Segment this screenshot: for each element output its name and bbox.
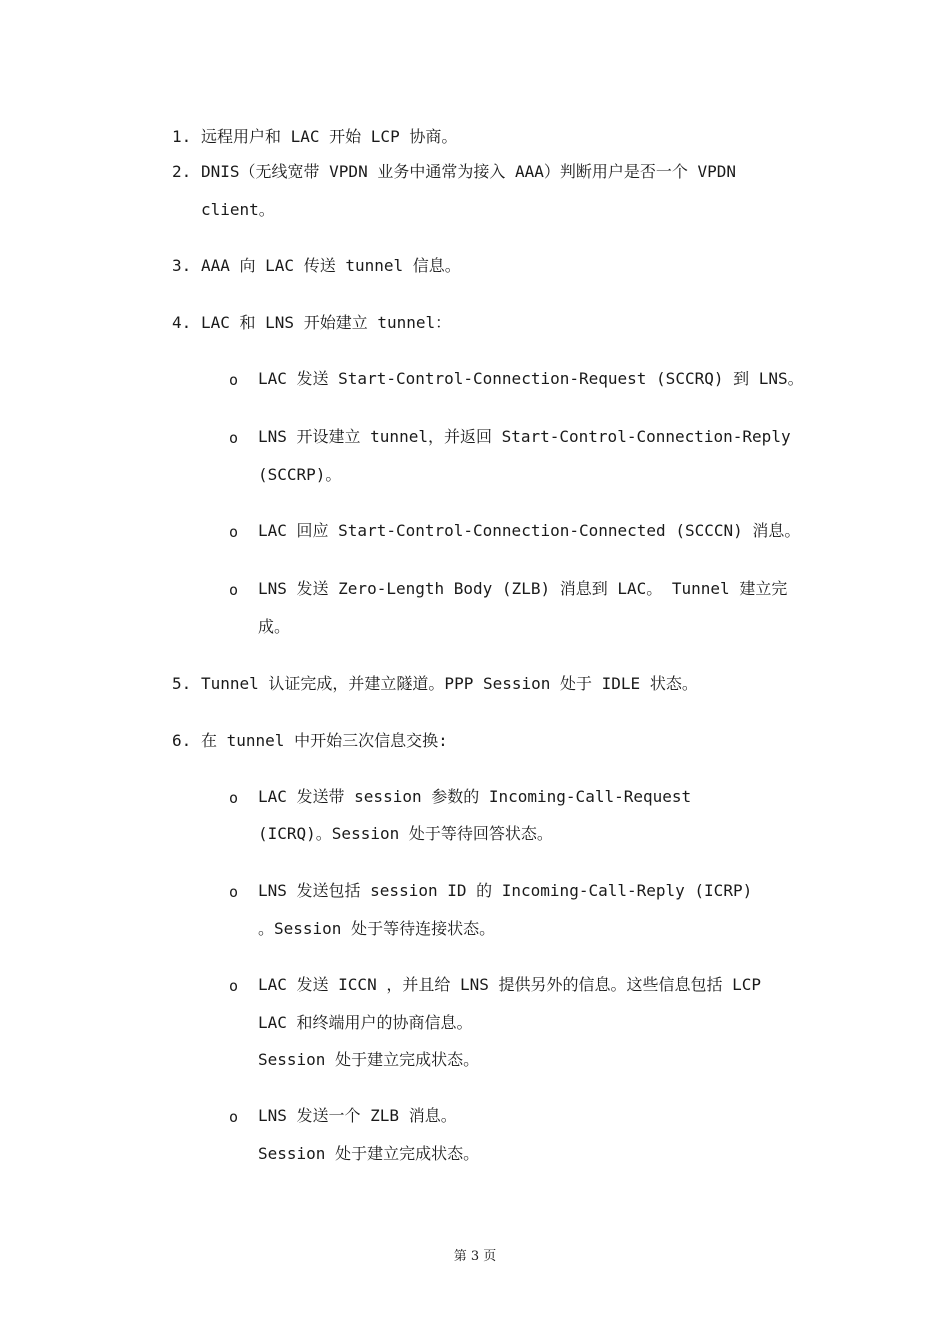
sub-item-text: 成。 bbox=[258, 617, 291, 636]
bullet-marker: o bbox=[229, 523, 239, 541]
sub-item-text: (SCCRP)。 bbox=[258, 465, 342, 484]
list-number: 1. bbox=[172, 127, 192, 146]
list-number: 2. bbox=[172, 162, 192, 181]
list-number: 3. bbox=[172, 256, 192, 275]
sub-item-text: LNS 发送一个 ZLB 消息。 bbox=[258, 1106, 457, 1125]
list-item-text: LAC 和 LNS 开始建立 tunnel： bbox=[201, 313, 452, 332]
sub-item-text: 。Session 处于等待连接状态。 bbox=[258, 919, 496, 938]
sub-item-text: Session 处于建立完成状态。 bbox=[258, 1144, 480, 1163]
sub-item-text: LNS 发送包括 session ID 的 Incoming-Call-Reply (ICRP) bbox=[258, 881, 753, 900]
bullet-marker: o bbox=[229, 371, 239, 389]
sub-item-text: (ICRQ)。Session 处于等待回答状态。 bbox=[258, 824, 553, 843]
list-number: 6. bbox=[172, 731, 192, 750]
sub-item-text: LAC 和终端用户的协商信息。 bbox=[258, 1013, 473, 1032]
bullet-marker: o bbox=[229, 429, 239, 447]
list-number: 4. bbox=[172, 313, 192, 332]
list-item-text: 远程用户和 LAC 开始 LCP 协商。 bbox=[201, 127, 458, 146]
sub-item-text: LAC 回应 Start-Control-Connection-Connected (SCCCN) 消息。 bbox=[258, 521, 801, 540]
bullet-marker: o bbox=[229, 581, 239, 599]
list-item-text: 在 tunnel 中开始三次信息交换: bbox=[201, 731, 448, 750]
sub-item-text: LAC 发送 Start-Control-Connection-Request (SCCRQ) 到 LNS。 bbox=[258, 369, 804, 388]
list-item-text: client。 bbox=[201, 200, 275, 219]
list-item-text: Tunnel 认证完成，并建立隧道。PPP Session 处于 IDLE 状态。 bbox=[201, 674, 698, 693]
sub-item-text: LNS 开设建立 tunnel，并返回 Start-Control-Connection-Reply bbox=[258, 427, 791, 446]
sub-item-text: LAC 发送 ICCN ，并且给 LNS 提供另外的信息。这些信息包括 LCP bbox=[258, 975, 762, 994]
list-number: 5. bbox=[172, 674, 192, 693]
sub-item-text: LNS 发送 Zero-Length Body (ZLB) 消息到 LAC。 Tunnel 建立完 bbox=[258, 579, 788, 598]
list-item-text: AAA 向 LAC 传送 tunnel 信息。 bbox=[201, 256, 461, 275]
page-number: 第 3 页 bbox=[453, 1249, 497, 1264]
bullet-marker: o bbox=[229, 789, 239, 807]
bullet-marker: o bbox=[229, 1108, 239, 1126]
bullet-marker: o bbox=[229, 883, 239, 901]
sub-item-text: LAC 发送带 session 参数的 Incoming-Call-Request bbox=[258, 787, 692, 806]
bullet-marker: o bbox=[229, 977, 239, 995]
list-item-text: DNIS（无线宽带 VPDN 业务中通常为接入 AAA）判断用户是否一个 VPDN bbox=[201, 162, 737, 181]
sub-item-text: Session 处于建立完成状态。 bbox=[258, 1050, 480, 1069]
